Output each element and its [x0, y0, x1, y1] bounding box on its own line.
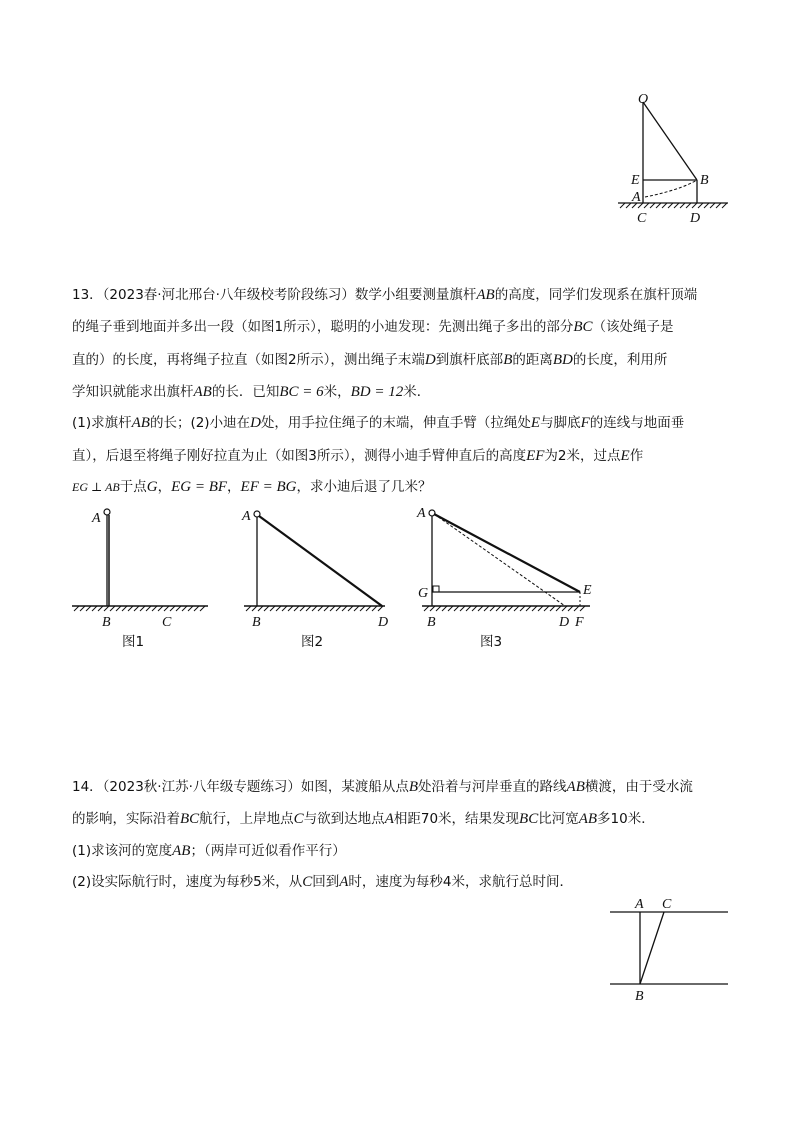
fig2-caption: 图2: [301, 634, 324, 650]
figure-top: [610, 90, 740, 230]
figures-q13: [60, 500, 620, 660]
fig1-caption: 图1: [122, 634, 145, 650]
ground-hatch-3: [424, 606, 585, 611]
fig3-caption: 图3: [480, 634, 503, 650]
fig3-label-e: E: [583, 583, 592, 598]
q14-line-4: (2)设实际航行时，速度为每秒5米，从C回到A时，速度为每秒4米，求航行总时间．: [72, 874, 573, 890]
figure-3: [416, 506, 592, 650]
fig2-label-a: A: [242, 509, 251, 524]
river-label-a: A: [635, 897, 644, 912]
q13-line-5: (1)求旗杆AB的长；(2)小迪在D处，用手拉住绳子的末端，伸直手臂（拉绳处E与脚底F的连线与地面垂: [72, 415, 685, 431]
label-b: B: [700, 173, 709, 188]
figure-2: [241, 509, 388, 650]
rope-2: [259, 516, 382, 606]
figure-1: [72, 509, 208, 650]
q14-line-3: (1)求该河的宽度AB；（两岸可近似看作平行）: [72, 843, 346, 859]
figure-river: [600, 890, 740, 1010]
q13-line-1: 13．（2023春·河北邢台·八年级校考阶段练习）数学小组要测量旗杆AB的高度，同学们发现系在旗杆顶端: [72, 287, 698, 303]
label-a: A: [632, 190, 641, 205]
fig3-label-g: G: [418, 586, 429, 601]
river-label-c: C: [662, 897, 672, 912]
ground-hatch-2: [246, 606, 383, 611]
line-ob: [643, 102, 697, 180]
fig1-label-c: C: [162, 615, 172, 630]
right-angle-g: [433, 586, 439, 592]
label-e: E: [631, 173, 640, 188]
pole-top-1: [104, 509, 110, 515]
label-d: D: [690, 211, 701, 226]
fig2-label-d: D: [378, 615, 389, 630]
rope-3: [434, 514, 580, 592]
q13-line-7: EG ⊥ AB于点G，EG = BF，EF = BG，求小迪后退了几米？: [72, 479, 432, 495]
arc-ab: [645, 180, 697, 197]
fig3-label-f: F: [575, 615, 584, 630]
fig3-label-a: A: [417, 506, 426, 521]
river-label-b: B: [635, 989, 644, 1004]
q14-line-1: 14．（2023秋·江苏·八年级专题练习）如图，某渡船从点B处沿着与河岸垂直的路线AB横渡，由于受水流: [72, 779, 693, 795]
label-o: O: [638, 92, 649, 107]
fig2-label-b: B: [252, 615, 261, 630]
fig1-label-a-only: A: [92, 511, 101, 526]
line-bc: [640, 912, 664, 984]
ground-hatch-1: [74, 606, 205, 611]
q13-line-3: 直的）的长度，再将绳子拉直（如图2所示），测出绳子末端D到旗杆底部B的距离BD的长度，利用所: [72, 352, 668, 368]
q13-line-6: 直），后退至将绳子刚好拉直为止（如图3所示），测得小迪手臂伸直后的高度EF为2米，过点E作: [72, 448, 644, 464]
q13-line-2: 的绳子垂到地面并多出一段（如图1所示），聪明的小迪发现：先测出绳子多出的部分BC（该处绳子是: [72, 319, 674, 335]
fig1-label-b: B: [102, 615, 111, 630]
fig3-label-b: B: [427, 615, 436, 630]
q13-line-4: 学知识就能求出旗杆AB的长．已知BC = 6米，BD = 12米．: [72, 384, 431, 400]
label-c: C: [637, 211, 647, 226]
q14-line-2: 的影响，实际沿着BC航行，上岸地点C与欲到达地点A相距70米，结果发现BC比河宽AB多10米．: [72, 811, 655, 827]
fig3-label-d: D: [559, 615, 570, 630]
